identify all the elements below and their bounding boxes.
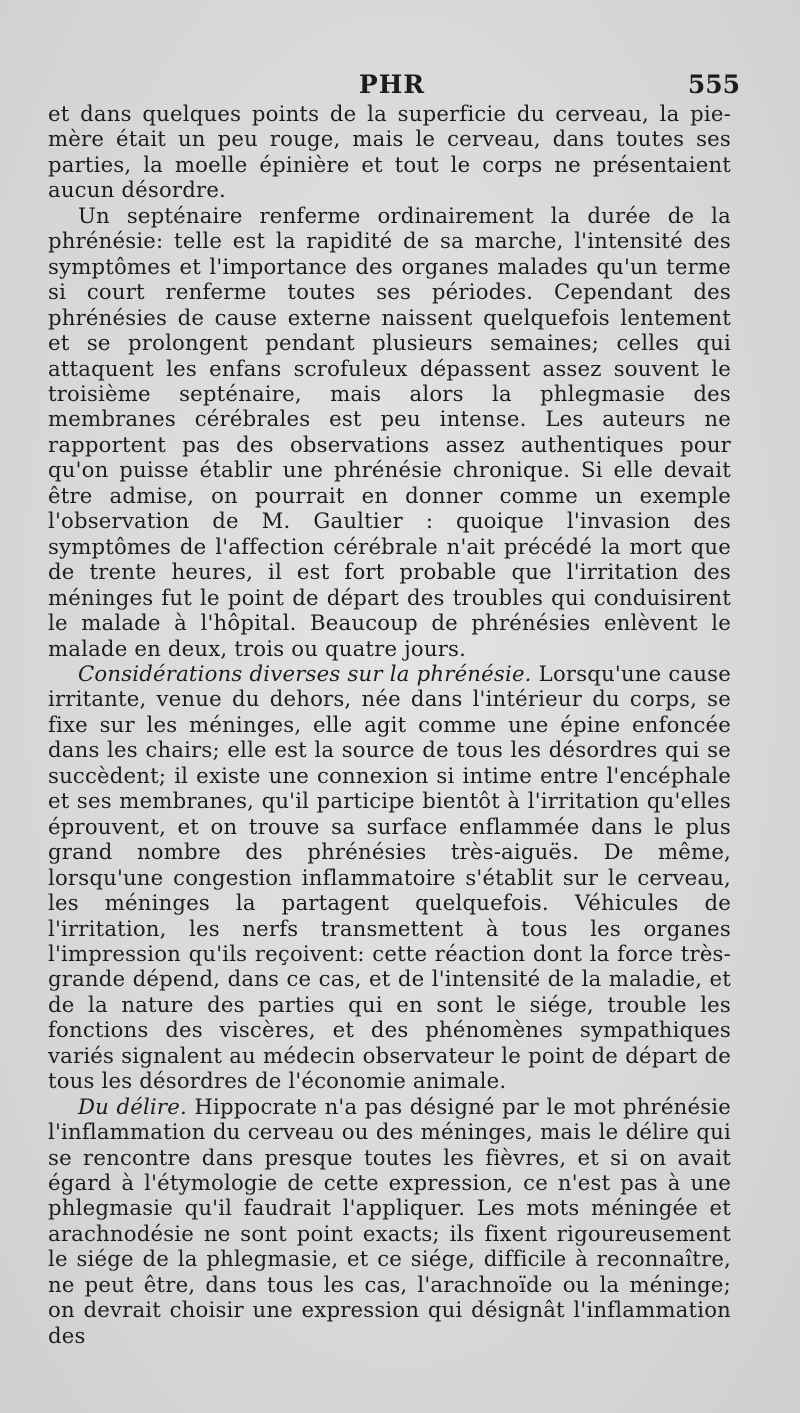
section-lead: Considérations diverses sur la phrénésie. [78,660,532,686]
page-header [48,70,740,102]
paragraph-delire [48,1094,731,1349]
page-number: 555 [687,70,740,99]
running-head: PHR [358,70,426,99]
paragraph-septenaire [48,203,731,661]
paragraph-considerations [48,661,731,1094]
body-text [48,101,731,1348]
paragraph-text: Lorsqu'une cause irritante, venue du dehors, née dans l'intérieur du corps, se fixe sur les méninges, elle agit comme une épine enfoncée dans les chairs; elle est la source de tous les désordres qui se succèdent; il existe une connexion si intime entre l'encéphale et ses membranes, qu'il participe bientôt à l'irritation qu'elles éprouvent, et on trouve sa surface enflammée dans le plus grand nombre des phrénésies très-aiguës. De même, lorsqu'une congestion inflammatoire s'établit sur le cerveau, les méninges la partagent quelquefois. Véhicules de l'irritation, les nerfs transmettent à tous les organes l'impression qu'ils reçoivent: cette réaction dont la force très-grande dépend, dans ce cas, et de l'intensité de la maladie, et de la nature des parties qui en sont le siége, trouble les fonctions des viscères, et des phénomènes sympathiques variés signalent au médecin observateur le point de départ de tous les désordres de l'économie animale. [48,660,731,1094]
paragraph-text: Hippocrate n'a pas désigné par le mot phrénésie l'inflammation du cerveau ou des méninges, mais le délire qui se rencontre dans presque toutes les fièvres, et si on avait égard à l'étymologie de cette expression, ce n'est pas à une phlegmasie qu'il faudrait l'appliquer. Les mots méningée et arachnodésie ne sont point exacts; ils fixent rigoureusement le siége de la phlegmasie, et ce siége, difficile à reconnaître, ne peut être, dans tous les cas, l'arachnoïde ou la méninge; on devrait choisir une expression qui désignât l'inflammation des [48,1093,731,1348]
section-lead: Du délire. [78,1093,187,1119]
paragraph-text: Un septénaire renferme ordinairement la durée de la phrénésie: telle est la rapidité de sa marche, l'intensité des symptômes et l'importance des organes malades qu'un terme si court renferme toutes ses périodes. Cependant des phrénésies de cause externe naissent quelquefois lentement et se prolongent pendant plusieurs semaines; celles qui attaquent les enfans scrofuleux dépassent assez souvent le troisième septénaire, mais alors la phlegmasie des membranes cérébrales est peu intense. Les auteurs ne rapportent pas des observations assez authentiques pour qu'on puisse établir une phrénésie chronique. Si elle devait être admise, on pourrait en donner comme un exemple l'observation de M. Gaultier : quoique l'invasion des symptômes de l'affection cérébrale n'ait précédé la mort que de trente heures, il est fort probable que l'irritation des méninges fut le point de départ des troubles qui conduisirent le malade à l'hôpital. Beaucoup de phrénésies enlèvent le malade en deux, trois ou quatre jours. [48,202,731,661]
paragraph-continuation [48,101,731,203]
paragraph-text: et dans quelques points de la superficie du cerveau, la pie-mère était un peu rouge, mais le cerveau, dans toutes ses parties, la moelle épinière et tout le corps ne présentaient aucun désordre. [48,101,731,203]
